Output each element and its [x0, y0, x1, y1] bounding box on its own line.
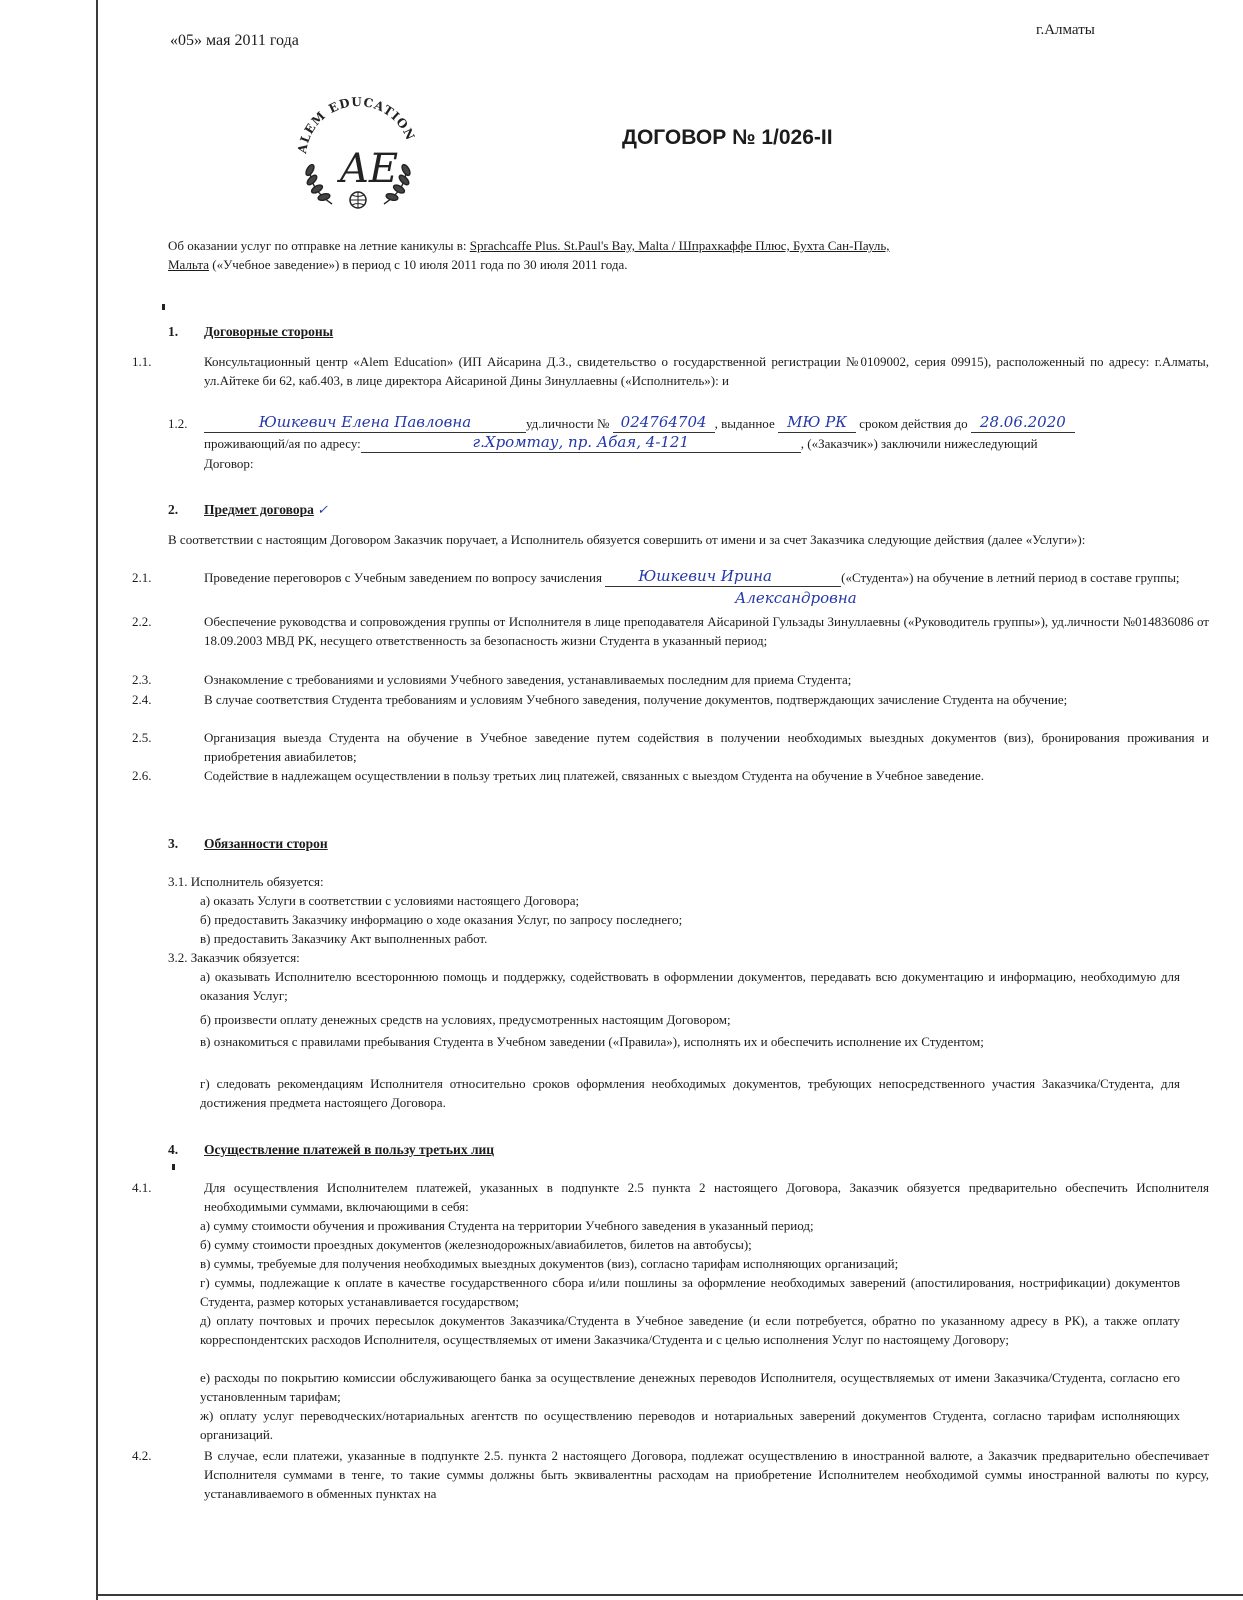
clause-3-2-a: а) оказывать Исполнителю всестороннюю помощь и поддержку, содействовать в оформлении документов, передавать всю документацию и информацию, необходимую для оказания Услуг; — [200, 969, 1180, 1003]
contract-title: ДОГОВОР № 1/026-II — [622, 126, 833, 149]
clause-4-1-e: д) оплату почтовых и прочих пересылок документов Заказчика/Студента в Учебное заведение (и если потребуется, обратно по указанному адресу в РК), а также оплату корреспондентских расходов Исполнителя, осуществляемых от имени Заказчика/Студента и с целью исполнения Услуг по настоящему Договору; — [200, 1313, 1180, 1347]
clause-2-2: 2.2. Обеспечение руководства и сопровождения группы от Исполнителя в лице преподавателя Айсариной Гульзады Зинуллаевны («Руководитель группы»), уд.личности №014836086 от 18.09.2003 МВД РК, несущего ответственность за безопасность жизни Студента в указанный период; — [132, 614, 1209, 648]
clause-3-1-a: а) оказать Услуги в соответствии с условиями настоящего Договора; — [200, 893, 580, 908]
clause-1-2: 1.2. Юшкевич Елена Павловна уд.личности № 024764704 , выданное МЮ РК сроком действия до 28.06.2020 — [168, 414, 1173, 433]
issuer-field[interactable]: МЮ РК — [778, 414, 856, 433]
clause-3-2-d: г) следовать рекомендациям Исполнителя относительно сроков оформления необходимых документов, требующих непосредственного участия Заказчика/Студента, для достижения предмета настоящего Договора. — [200, 1076, 1180, 1110]
logo-text: ALEM EDUCATION — [295, 96, 418, 155]
logo-monogram: AE — [340, 146, 399, 192]
contract-intro: Об оказании услуг по отправке на летние каникулы в: Sprachcaffe Plus. St.Paul's Bay, Malta / Шпрахкаффе Плюс, Бухта Сан-Пауль, Мальта («Учебное заведение») в период с 10 июля 2011 года по 30 июля 2011 года. — [168, 238, 890, 272]
clause-4-1-a: а) сумму стоимости обучения и проживания Студента на территории Учебного заведения в указанный период; — [200, 1218, 814, 1233]
clause-2-5: 2.5. Организация выезда Студента на обучение в Учебное заведение путем содействия в получении необходимых выездных документов (виз), бронирования проживания и приобретения авиабилетов; — [132, 730, 1209, 764]
section-2-heading: 2. Предмет договора ✓ — [168, 502, 328, 518]
clause-4-1-c: в) суммы, требуемые для получения необходимых выездных документов (виз), согласно тарифам исполняющих организаций; — [200, 1256, 899, 1271]
contract-city: г.Алматы — [1036, 22, 1095, 38]
scan-edge-bottom — [96, 1594, 1243, 1596]
clause-2-1: 2.1. Проведение переговоров с Учебным заведением по вопросу зачисления Юшкевич Ирина («Студента») на обучение в летний период в составе группы; — [132, 567, 1180, 585]
clause-4-1-f: е) расходы по покрытию комиссии обслуживающего банка за осуществление денежных переводов Исполнителя, осуществляемых от имени Заказчика/Студента, согласно его установленным тарифам; — [200, 1370, 1180, 1404]
clause-1-1: 1.1. Консультационный центр «Alem Education» (ИП Айсарина Д.З., свидетельство о государственной регистрации №0109002, серия 09915), расположенный по адресу: г.Алматы, ул.Айтеке би 62, каб.403, в лице директора Айсариной Дины Зинуллаевны («Исполнитель»): и — [132, 354, 1209, 388]
pen-mark: ✓ — [317, 503, 328, 518]
scan-edge-left — [96, 0, 98, 1600]
alem-education-logo — [278, 96, 438, 216]
contract-date: «05» мая 2011 года — [170, 32, 299, 49]
address-field[interactable]: г.Хромтау, пр. Абая, 4-121 — [361, 434, 801, 453]
clause-3-2-c: в) ознакомиться с правилами пребывания Студента в Учебном заведении («Правила»), исполнять их и обеспечить исполнение их Студентом; — [200, 1034, 984, 1049]
id-number-field[interactable]: 024764704 — [613, 414, 715, 433]
student-name-field[interactable]: Юшкевич Ирина — [605, 568, 841, 587]
scan-speck — [172, 1164, 175, 1170]
customer-name-field[interactable]: Юшкевич Елена Павловна — [204, 414, 526, 433]
clause-4-1-d: г) суммы, подлежащие к оплате в качестве государственного сбора и/или пошлины за оформление необходимых заверений (апостилирования, нострификации) документов Студента, размер которых устанавливается государством; — [200, 1275, 1180, 1309]
scan-speck — [162, 304, 165, 310]
clause-3-1-b: б) предоставить Заказчику информацию о ходе оказания Услуг, по запросу последнего; — [200, 912, 683, 927]
valid-until-field[interactable]: 28.06.2020 — [971, 414, 1075, 433]
clause-2-6: 2.6. Содействие в надлежащем осуществлении в пользу третьих лиц платежей, связанных с выездом Студента на обучение в Учебное заведение. — [132, 768, 985, 783]
student-patronymic-handwritten: Александровна — [735, 589, 857, 607]
clause-4-2: 4.2. В случае, если платежи, указанные в подпункте 2.5. пункта 2 настоящего Договора, подлежат осуществлению в иностранной валюте, а Заказчик предварительно обеспечивает Исполнителя суммами в тенге, то такие суммы должны быть эквивалентны расходам на приобретение Исполнителем необходимой суммы иностранной валюты по курсу, устанавливаемого в обменных пунктах на — [132, 1448, 1209, 1501]
clause-4-1: 4.1. Для осуществления Исполнителем платежей, указанных в подпункте 2.5 пункта 2 настоящего Договора, Заказчик обязуется предварительно обеспечить Исполнителя необходимыми суммами, включающими в себя: — [132, 1180, 1209, 1214]
clause-1-2-address: проживающий/ая по адресу: г.Хромтау, пр. Абая, 4-121 , («Заказчик») заключили нижеследующий — [204, 433, 1038, 451]
section-1-heading: 1. Договорные стороны — [168, 324, 334, 339]
clause-2-3: 2.3. Ознакомление с требованиями и условиями Учебного заведения, устанавливаемых последним для приема Студента; — [132, 672, 852, 687]
clause-3-1: 3.1. Исполнитель обязуется: — [168, 874, 324, 889]
clause-4-1-b: б) сумму стоимости проездных документов (железнодорожных/авиабилетов, билетов на автобусы); — [200, 1237, 752, 1252]
clause-2-4: 2.4. В случае соответствия Студента требованиям и условиям Учебного заведения, получение документов, подтверждающих зачисление Студента на обучение; — [132, 692, 1068, 707]
clause-4-1-g: ж) оплату услуг переводческих/нотариальных агентств по осуществлению переводов и нотариальных заверений документов Студента, согласно тарифам исполняющих организаций. — [200, 1408, 1180, 1442]
clause-3-2-b: б) произвести оплату денежных средств на условиях, предусмотренных настоящим Договором; — [200, 1012, 731, 1027]
section-3-heading: 3. Обязанности сторон — [168, 836, 328, 851]
section-2-intro: В соответствии с настоящим Договором Заказчик поручает, а Исполнитель обязуется совершить от имени и за счет Заказчика следующие действия (далее «Услуги»): — [168, 532, 1086, 547]
section-4-heading: 4. Осуществление платежей в пользу третьих лиц — [168, 1142, 495, 1157]
clause-3-2: 3.2. Заказчик обязуется: — [168, 950, 300, 965]
clause-3-1-c: в) предоставить Заказчику Акт выполненных работ. — [200, 931, 488, 946]
clause-1-2-end: Договор: — [204, 456, 254, 471]
